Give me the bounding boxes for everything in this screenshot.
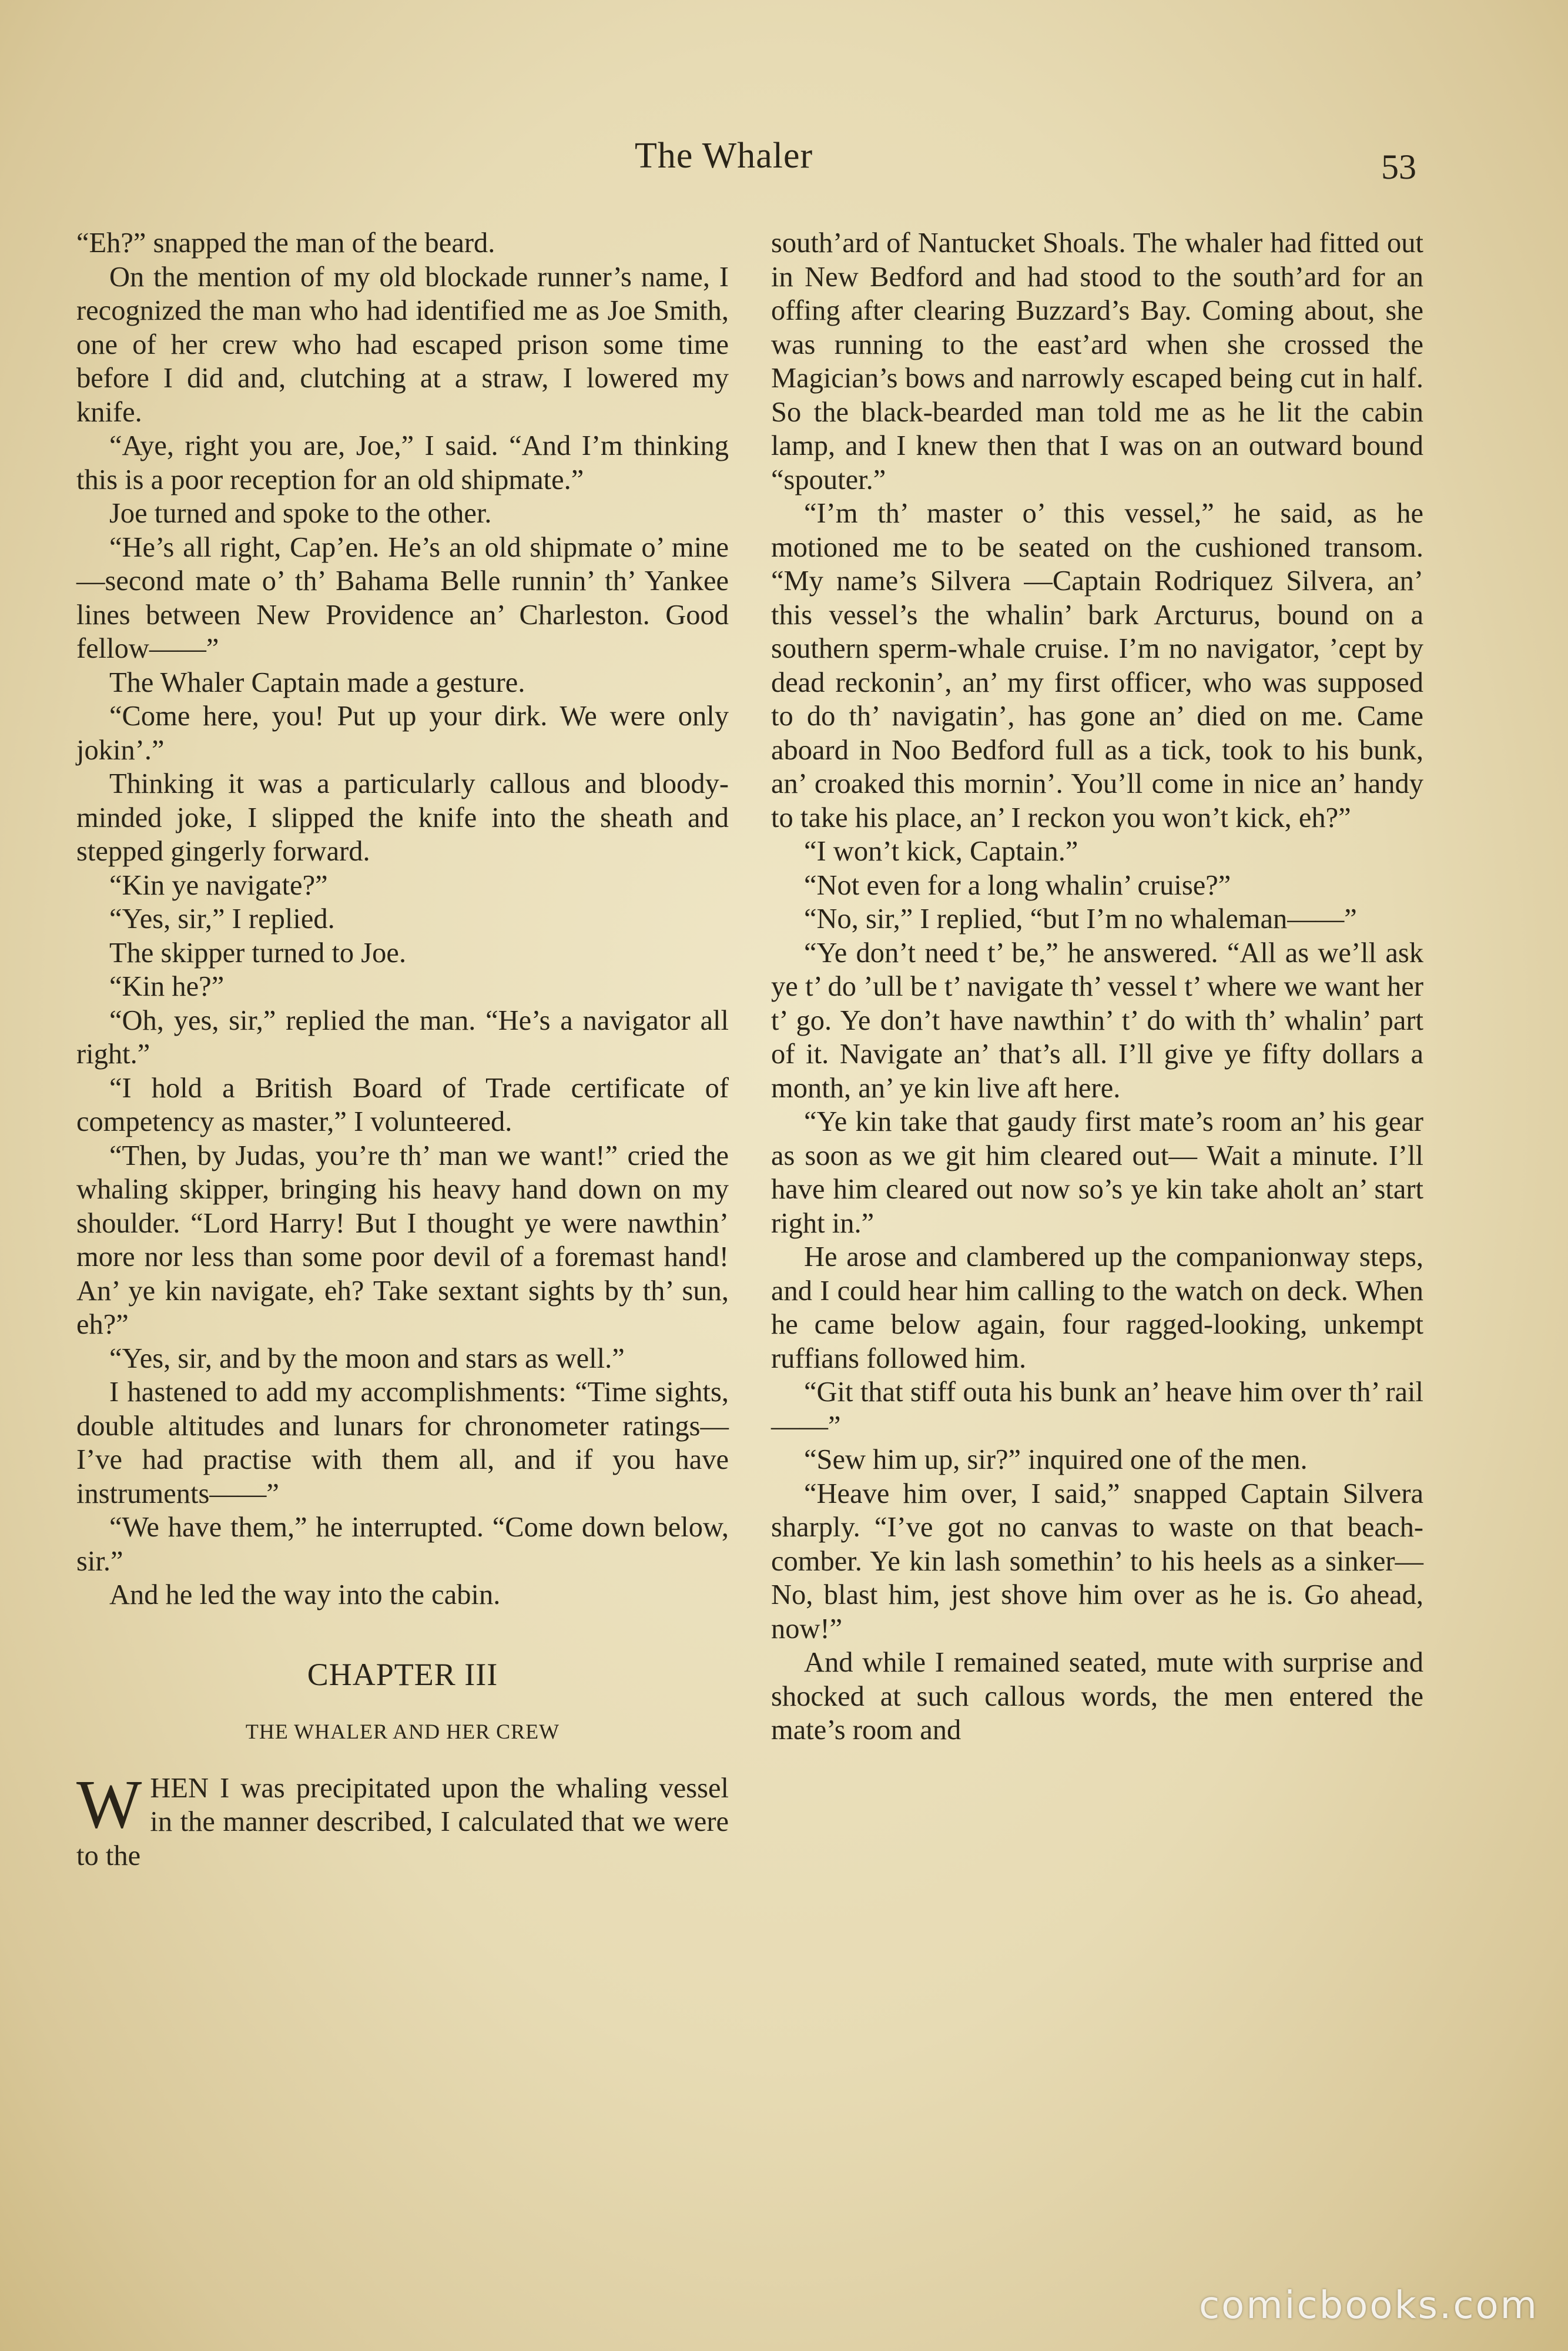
paragraph: And while I remained seated, mute with surprise and shocked at such callous words, the men entered the mate’s room and: [771, 1647, 1423, 1746]
paragraph: “I hold a British Board of Trade certificate of competency as master,” I volunteered.: [76, 1072, 729, 1137]
paragraph: “Ye kin take that gaudy first mate’s room an’ his gear as soon as we git him cleared out— Wait a minute. I’ll have him cleared out now so’s ye kin take aholt an’ start right in.”: [771, 1106, 1423, 1239]
right-column: [771, 226, 1423, 1747]
paragraph: “Eh?” snapped the man of the beard.: [76, 227, 495, 259]
chapter-subtitle: THE WHALER AND HER CREW: [245, 1720, 560, 1743]
paragraph: “We have them,” he interrupted. “Come down below, sir.”: [76, 1512, 729, 1577]
paragraph: The skipper turned to Joe.: [109, 937, 407, 969]
paragraph: “Heave him over, I said,” snapped Captain Silvera sharply. “I’ve got no canvas to waste on that beach-comber. Ye kin lash somethin’ to his heels as a sinker— No, blast him, jest shove him over as he is. Go ahead, now!”: [771, 1478, 1423, 1645]
paragraph: Joe turned and spoke to the other.: [109, 498, 492, 529]
paragraph: south’ard of Nantucket Shoals. The whaler had fitted out in New Bedford and had stood to the south’ard for an offing after clearing Buzzard’s Bay. Coming about, she was running to the east’ard when she crossed the Magician’s bows and narrowly escaped being cut in half. So the black-bearded man told me as he lit the cabin lamp, and I knew then that I was on an outward bound “spouter.”: [771, 227, 1423, 495]
paragraph: “Come here, you! Put up your dirk. We were only jokin’.”: [76, 701, 729, 766]
chapter-opening-paragraph: [76, 1765, 729, 1873]
page-header: [0, 135, 1568, 200]
page-number: 53: [1381, 148, 1416, 186]
paragraph: “Kin he?”: [109, 971, 225, 1002]
paragraph: On the mention of my old blockade runner’s name, I recognized the man who had identified me as Joe Smith, one of her crew who had escaped prison some time before I did and, clutching at a straw, I lowered my knife.: [76, 261, 729, 428]
opening-text: HEN I was precipitated upon the whaling vessel in the manner described, I calculated that we were to the: [76, 1772, 729, 1871]
paragraph: “No, sir,” I replied, “but I’m no whaleman——”: [804, 903, 1357, 935]
paragraph: He arose and clambered up the companionway steps, and I could hear him calling to the watch on deck. When he came below again, four ragged-looking, unkempt ruffians followed him.: [771, 1241, 1423, 1374]
paragraph: “Sew him up, sir?” inquired one of the men.: [804, 1444, 1308, 1475]
drop-cap: W: [76, 1765, 142, 1843]
paragraph: “Kin ye navigate?”: [109, 869, 328, 901]
paragraph: “Ye don’t need t’ be,” he answered. “All as we’ll ask ye t’ do ’ull be t’ navigate th’ vessel t’ where we want her t’ go. Ye don’t have nawthin’ t’ do with th’ whalin’ part of it. Navigate an’ that’s all. I’ll give ye fifty dollars a month, an’ ye kin live aft here.: [771, 937, 1423, 1104]
paragraph: “Then, by Judas, you’re th’ man we want!” cried the whaling skipper, bringing his heavy hand down on my shoulder. “Lord Harry! But I thought ye were nawthin’ more nor less than some poor devil of a foremast hand! An’ ye kin navigate, eh? Take sextant sights by th’ sun, eh?”: [76, 1140, 729, 1340]
paragraph: “Yes, sir, and by the moon and stars as well.”: [109, 1342, 625, 1374]
paragraph: And he led the way into the cabin.: [109, 1579, 501, 1610]
paragraph: “He’s all right, Cap’en. He’s an old shipmate o’ mine—second mate o’ th’ Bahama Belle runnin’ th’ Yankee lines between New Providence an’ Charleston. Good fellow——”: [76, 531, 729, 664]
paragraph: Thinking it was a particularly callous and bloody-minded joke, I slipped the knife into the sheath and stepped gingerly forward.: [76, 768, 729, 867]
left-column: [76, 226, 729, 1873]
paragraph: “I’m th’ master o’ this vessel,” he said, as he motioned me to be seated on the cushioned transom. “My name’s Silvera —Captain Rodriquez Silvera, an’ this vessel’s the whalin’ bark Arcturus, bound on a southern sperm-whale cruise. I’m no navigator, ’cept by dead reckonin’, an’ my first officer, who was supposed to do th’ navigatin’, has gone an’ died on me. Came aboard in Noo Bedford full as a tick, took to his bunk, an’ croaked this mornin’. You’ll come in nice an’ handy to take his place, an’ I reckon you won’t kick, eh?”: [771, 498, 1423, 833]
paragraph: The Whaler Captain made a gesture.: [109, 667, 525, 698]
paragraph: “I won’t kick, Captain.”: [804, 836, 1078, 867]
paragraph: I hastened to add my accomplishments: “Time sights, double altitudes and lunars for chronometer ratings—I’ve had practise with them all, and if you have instruments——”: [76, 1377, 729, 1509]
running-title: The Whaler: [635, 136, 813, 176]
paragraph: “Yes, sir,” I replied.: [109, 903, 335, 935]
paragraph: “Aye, right you are, Joe,” I said. “And I’m thinking this is a poor reception for an old shipmate.”: [76, 430, 729, 495]
paragraph: “Not even for a long whalin’ cruise?”: [804, 869, 1231, 901]
paragraph: “Oh, yes, sir,” replied the man. “He’s a navigator all right.”: [76, 1004, 729, 1070]
watermark-logo: comicbooks.com: [1198, 2284, 1539, 2327]
chapter-title: CHAPTER III: [307, 1656, 498, 1692]
paragraph: “Git that stiff outa his bunk an’ heave him over th’ rail——”: [771, 1377, 1423, 1442]
